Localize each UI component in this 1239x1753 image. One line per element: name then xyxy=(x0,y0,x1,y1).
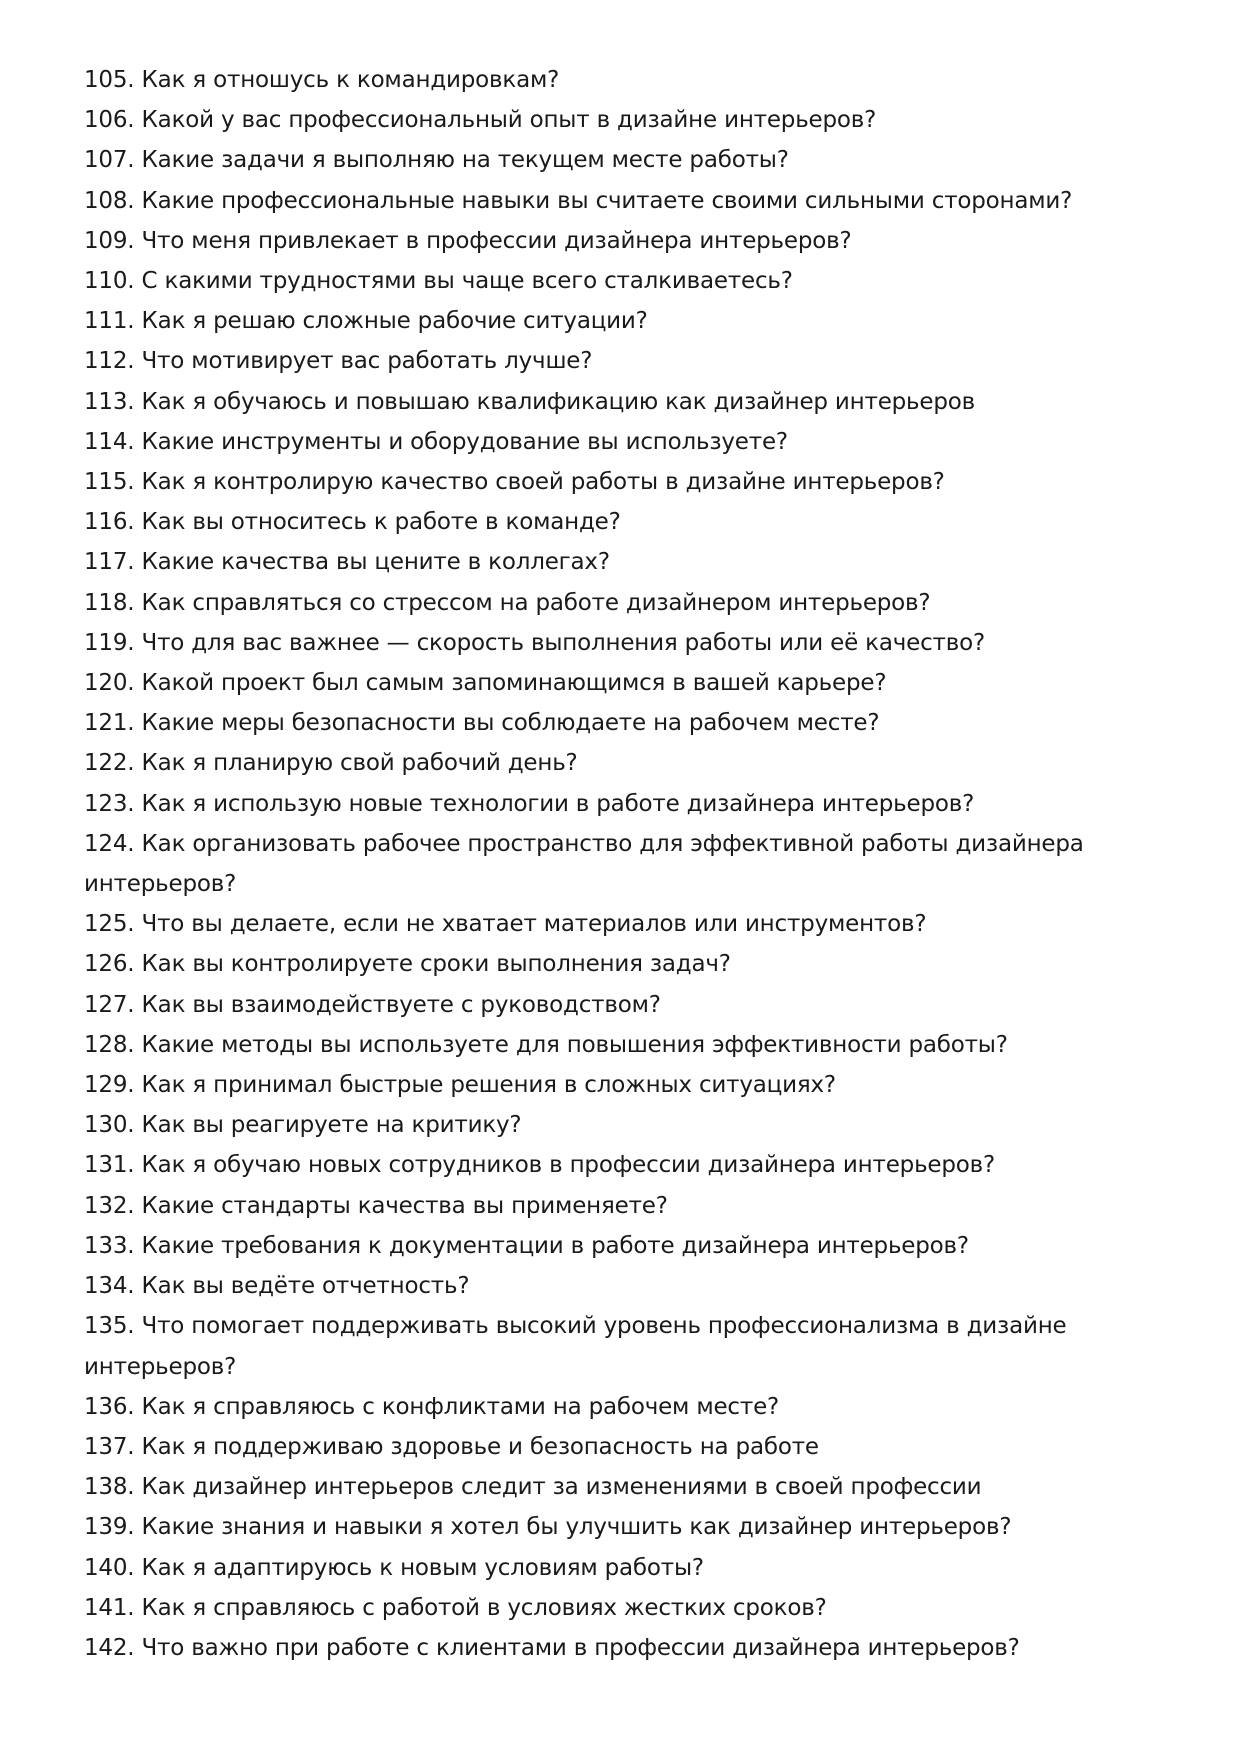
question-number: 125. xyxy=(84,911,135,938)
list-item xyxy=(84,100,1164,140)
question-number: 128. xyxy=(84,1031,135,1058)
list-item xyxy=(84,623,1164,663)
question-text: Какие знания и навыки я хотел бы улучшить как дизайнер интерьеров? xyxy=(141,1514,1012,1541)
question-number: 132. xyxy=(84,1192,135,1219)
list-item xyxy=(84,784,1164,824)
list-item xyxy=(84,1065,1164,1105)
list-item xyxy=(84,1628,1164,1668)
list-item xyxy=(84,583,1164,623)
question-text: Какой у вас профессиональный опыт в дизайне интерьеров? xyxy=(141,107,877,134)
question-text: Как я использую новые технологии в работе дизайнера интерьеров? xyxy=(141,790,975,817)
list-item xyxy=(84,1186,1164,1226)
question-text: Какие качества вы цените в коллегах? xyxy=(141,549,610,576)
question-text: Какие задачи я выполняю на текущем месте работы? xyxy=(141,147,789,174)
question-number: 124. xyxy=(84,830,135,857)
question-number: 126. xyxy=(84,951,135,978)
question-number: 107. xyxy=(84,147,135,174)
question-text: Какие требования к документации в работе дизайнера интерьеров? xyxy=(141,1232,969,1259)
list-item xyxy=(84,1467,1164,1507)
question-number: 117. xyxy=(84,549,135,576)
question-text: Какие инструменты и оборудование вы используете? xyxy=(141,428,788,455)
question-text: Как справляться со стрессом на работе дизайнером интерьеров? xyxy=(141,589,931,616)
question-number: 123. xyxy=(84,790,135,817)
question-number: 130. xyxy=(84,1112,135,1139)
question-number: 108. xyxy=(84,187,135,214)
question-number: 113. xyxy=(84,388,135,415)
question-text: Какие меры безопасности вы соблюдаете на рабочем месте? xyxy=(141,710,880,737)
list-item xyxy=(84,1145,1164,1185)
list-item xyxy=(84,341,1164,381)
question-number: 109. xyxy=(84,227,135,254)
question-text: С какими трудностями вы чаще всего сталкиваетесь? xyxy=(141,268,793,295)
question-text: Что вы делаете, если не хватает материалов или инструментов? xyxy=(141,911,927,938)
question-number: 138. xyxy=(84,1474,135,1501)
question-text: Как я принимал быстрые решения в сложных ситуациях? xyxy=(141,1072,836,1099)
list-item xyxy=(84,1507,1164,1547)
question-text: Как вы контролируете сроки выполнения задач? xyxy=(141,951,731,978)
question-text: Какие стандарты качества вы применяете? xyxy=(141,1192,668,1219)
list-item xyxy=(84,663,1164,703)
list-item xyxy=(84,1306,1164,1386)
list-item xyxy=(84,824,1164,904)
list-item xyxy=(84,140,1164,180)
list-item xyxy=(84,1387,1164,1427)
question-number: 111. xyxy=(84,308,135,335)
list-item xyxy=(84,1548,1164,1588)
question-number: 106. xyxy=(84,107,135,134)
question-number: 131. xyxy=(84,1152,135,1179)
question-text: Как я справляюсь с работой в условиях жестких сроков? xyxy=(141,1594,827,1621)
question-number: 135. xyxy=(84,1313,135,1340)
question-text: Какие методы вы используете для повышения эффективности работы? xyxy=(141,1031,1008,1058)
question-text: Как я справляюсь с конфликтами на рабочем месте? xyxy=(141,1393,780,1420)
question-number: 129. xyxy=(84,1072,135,1099)
question-number: 120. xyxy=(84,670,135,697)
question-number: 122. xyxy=(84,750,135,777)
question-text: Какие профессиональные навыки вы считаете своими сильными сторонами? xyxy=(141,187,1073,214)
list-item xyxy=(84,1588,1164,1628)
question-text: Как я адаптируюсь к новым условиям работы? xyxy=(141,1554,704,1581)
question-text: Как я обучаюсь и повышаю квалификацию как дизайнер интерьеров xyxy=(141,388,975,415)
question-text: Как вы ведёте отчетность? xyxy=(141,1273,470,1300)
question-number: 134. xyxy=(84,1273,135,1300)
question-number: 116. xyxy=(84,509,135,536)
list-item xyxy=(84,743,1164,783)
list-item xyxy=(84,462,1164,502)
list-item xyxy=(84,1226,1164,1266)
question-number: 121. xyxy=(84,710,135,737)
list-item xyxy=(84,382,1164,422)
question-number: 110. xyxy=(84,268,135,295)
question-number: 136. xyxy=(84,1393,135,1420)
question-number: 140. xyxy=(84,1554,135,1581)
question-number: 142. xyxy=(84,1634,135,1661)
list-item xyxy=(84,181,1164,221)
question-text: Как я обучаю новых сотрудников в профессии дизайнера интерьеров? xyxy=(141,1152,996,1179)
list-item xyxy=(84,542,1164,582)
list-item xyxy=(84,1427,1164,1467)
question-number: 119. xyxy=(84,629,135,656)
list-item xyxy=(84,261,1164,301)
list-item xyxy=(84,944,1164,984)
list-item xyxy=(84,1025,1164,1065)
list-item xyxy=(84,221,1164,261)
question-text: Какой проект был самым запоминающимся в вашей карьере? xyxy=(141,670,887,697)
question-text: Что меня привлекает в профессии дизайнера интерьеров? xyxy=(141,227,852,254)
list-item xyxy=(84,422,1164,462)
list-item xyxy=(84,1266,1164,1306)
list-item xyxy=(84,1105,1164,1145)
list-item xyxy=(84,904,1164,944)
question-number: 118. xyxy=(84,589,135,616)
question-number: 114. xyxy=(84,428,135,455)
question-text: Как я решаю сложные рабочие ситуации? xyxy=(141,308,648,335)
question-text: Как я планирую свой рабочий день? xyxy=(141,750,578,777)
question-number: 105. xyxy=(84,67,135,93)
question-text: Как дизайнер интерьеров следит за изменениями в своей профессии xyxy=(141,1474,982,1501)
list-item xyxy=(84,502,1164,542)
list-item xyxy=(84,301,1164,341)
question-text: Как я отношусь к командировкам? xyxy=(141,67,560,93)
question-number: 127. xyxy=(84,991,135,1018)
list-item xyxy=(84,703,1164,743)
question-text: Что важно при работе с клиентами в профессии дизайнера интерьеров? xyxy=(141,1634,1020,1661)
question-text: Что для вас важнее — скорость выполнения работы или её качество? xyxy=(141,629,985,656)
question-text: Что мотивирует вас работать лучше? xyxy=(141,348,593,375)
question-text: Как вы взаимодействуете с руководством? xyxy=(141,991,661,1018)
list-item xyxy=(84,60,1164,100)
question-text: Как организовать рабочее пространство для эффективной работы дизайнера интерьеров? xyxy=(84,830,1084,898)
question-text: Как вы относитесь к работе в команде? xyxy=(141,509,621,536)
question-text: Как я контролирую качество своей работы в дизайне интерьеров? xyxy=(141,469,945,496)
question-number: 115. xyxy=(84,469,135,496)
question-number: 133. xyxy=(84,1232,135,1259)
question-text: Как я поддерживаю здоровье и безопасность на работе xyxy=(141,1433,819,1460)
question-number: 112. xyxy=(84,348,135,375)
list-item xyxy=(84,985,1164,1025)
question-text: Что помогает поддерживать высокий уровень профессионализма в дизайне интерьеров? xyxy=(84,1313,1067,1380)
question-list xyxy=(84,60,1164,1668)
document-page xyxy=(84,60,1164,1668)
question-number: 141. xyxy=(84,1594,135,1621)
question-text: Как вы реагируете на критику? xyxy=(141,1112,522,1139)
question-number: 139. xyxy=(84,1514,135,1541)
question-number: 137. xyxy=(84,1433,135,1460)
